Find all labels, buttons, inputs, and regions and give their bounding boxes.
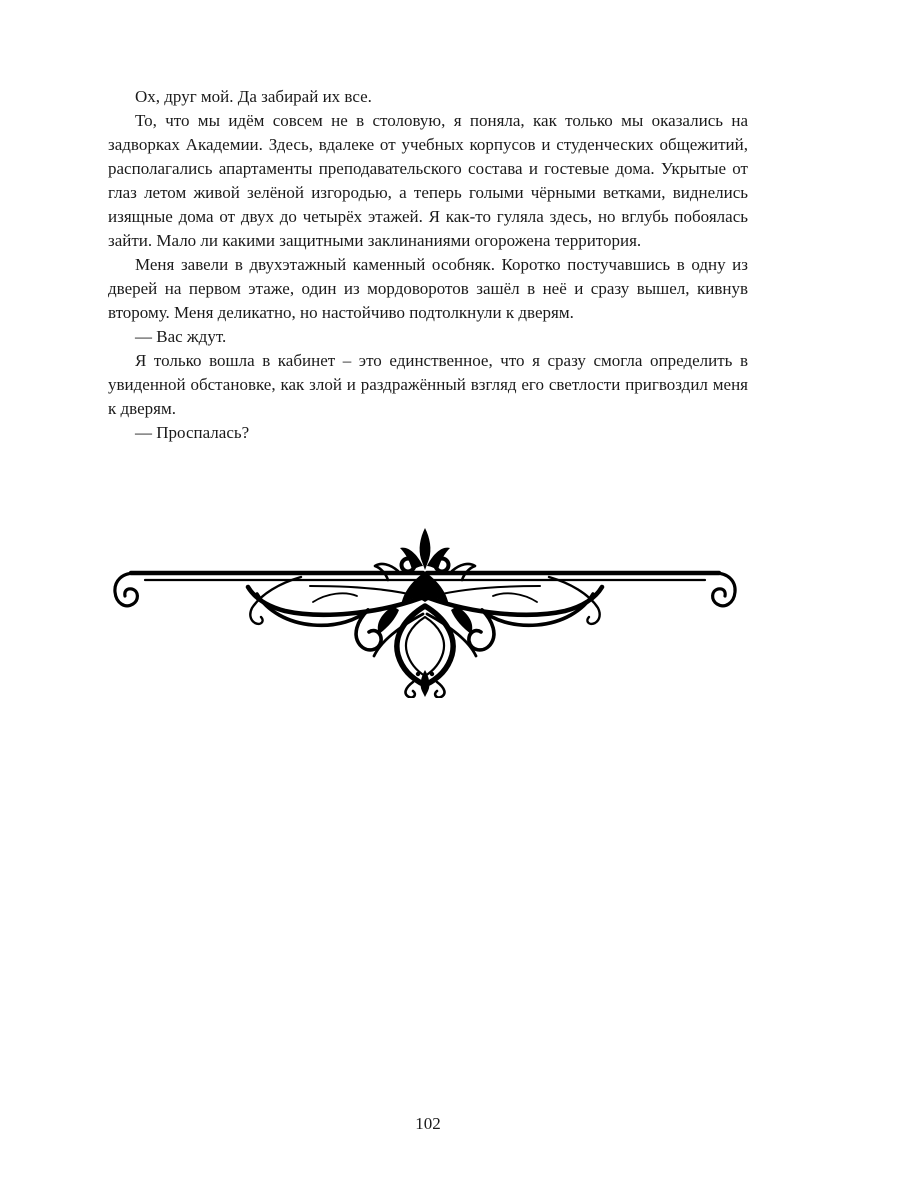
paragraph-2: То, что мы идём совсем не в столовую, я поняла, как только мы оказались на задворках Академии. Здесь, вдалеке от учебных корпусов и студенческих общежитий, располагались апартаменты преподавательского состава и гостевые дома. Укрытые от глаз летом живой зелёной изгородью, а теперь голыми чёрными ветками, виднелись изящные дома от двух до четырёх этажей. Я как-то гуляла здесь, но вглубь побоялась зайти. Мало ли какими защитными заклинаниями огорожена территория. xyxy=(108,111,748,250)
flourish-divider-ornament xyxy=(105,522,745,698)
flourish-divider-icon xyxy=(105,522,745,698)
dialogue-line-2: — Проспалась? xyxy=(135,423,250,442)
page-number: 102 xyxy=(415,1114,441,1133)
paragraph-1: Ох, друг мой. Да забирай их все. xyxy=(135,87,372,106)
paragraph-4: Я только вошла в кабинет – это единственное, что я сразу смогла определить в увиденной обстановке, как злой и раздражённый взгляд его светлости пригвоздил меня к дверям. xyxy=(108,351,748,418)
dialogue-line-1: — Вас ждут. xyxy=(135,327,227,346)
paragraph-3: Меня завели в двухэтажный каменный особняк. Коротко постучавшись в одну из дверей на первом этаже, один из мордоворотов зашёл в неё и сразу вышел, кивнув второму. Меня деликатно, но настойчиво подтолкнули к дверям. xyxy=(108,255,748,322)
text-block xyxy=(108,85,748,445)
